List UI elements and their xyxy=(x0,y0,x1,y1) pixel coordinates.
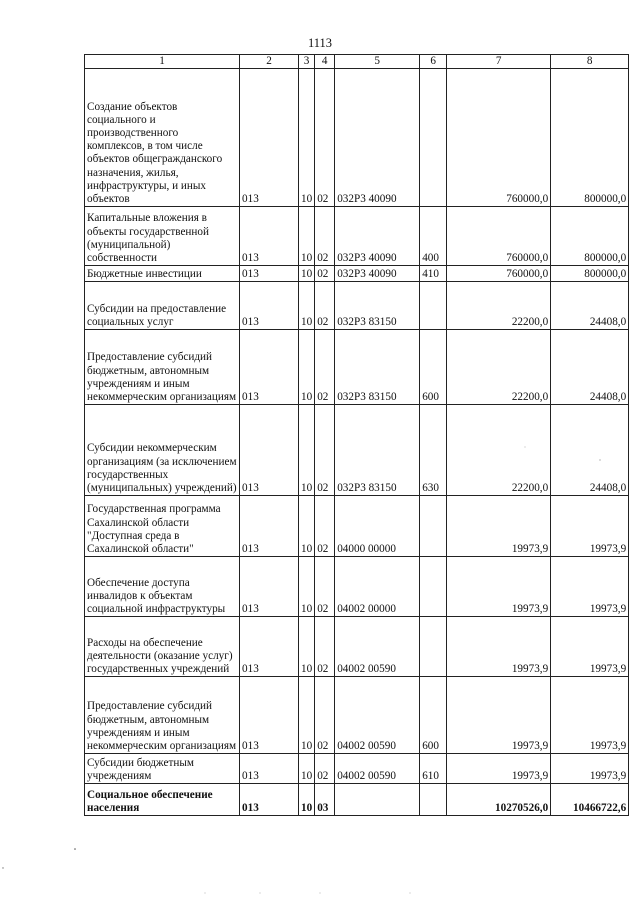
table-row xyxy=(85,266,629,282)
table-row xyxy=(85,754,629,784)
cell-amount-2: 10466722,6 xyxy=(551,784,629,816)
cell-section: 10 xyxy=(299,677,315,754)
row-name: Социальное обеспечение населения xyxy=(85,784,240,816)
cell-target-code: 032Р3 83150 xyxy=(335,282,420,330)
col-header: 8 xyxy=(551,55,629,69)
row-name: Предоставление субсидий бюджетным, автономным учреждениям и иным некоммерческим организациям xyxy=(85,677,240,754)
cell-amount-1: 19973,9 xyxy=(447,677,551,754)
table-row xyxy=(85,69,629,207)
cell-section: 10 xyxy=(299,405,315,496)
cell-subsection: 02 xyxy=(315,266,335,282)
cell-subsection: 02 xyxy=(315,557,335,617)
cell-amount-2: 19973,9 xyxy=(551,617,629,677)
cell-admin-code: 013 xyxy=(240,405,299,496)
row-name: Создание объектов социального и производственного комплексов, в том числе объектов общегражданского назначения, жилья, инфраструктуры, и иных объектов xyxy=(85,69,240,207)
cell-amount-1: 760000,0 xyxy=(447,69,551,207)
cell-amount-1: 22200,0 xyxy=(447,282,551,330)
cell-subsection: 02 xyxy=(315,69,335,207)
cell-target-code: 04002 00590 xyxy=(335,754,420,784)
cell-section: 10 xyxy=(299,282,315,330)
total-row xyxy=(85,784,629,816)
cell-section: 10 xyxy=(299,754,315,784)
row-name: Капитальные вложения в объекты государственной (муниципальной) собственности xyxy=(85,207,240,266)
cell-target-code: 032Р3 83150 xyxy=(335,405,420,496)
col-header: 1 xyxy=(85,55,240,69)
col-header: 3 xyxy=(299,55,315,69)
cell-amount-2: 800000,0 xyxy=(551,207,629,266)
cell-expense-type: 630 xyxy=(420,405,447,496)
cell-admin-code: 013 xyxy=(240,496,299,557)
cell-admin-code: 013 xyxy=(240,207,299,266)
cell-subsection: 02 xyxy=(315,207,335,266)
cell-section: 10 xyxy=(299,69,315,207)
cell-subsection: 02 xyxy=(315,496,335,557)
cell-target-code: 04000 00000 xyxy=(335,496,420,557)
cell-admin-code: 013 xyxy=(240,677,299,754)
col-header: 5 xyxy=(335,55,420,69)
table-row xyxy=(85,557,629,617)
cell-expense-type: 600 xyxy=(420,330,447,405)
cell-amount-2: 800000,0 xyxy=(551,266,629,282)
cell-subsection: 02 xyxy=(315,677,335,754)
cell-expense-type: 400 xyxy=(420,207,447,266)
row-name: Обеспечение доступа инвалидов к объектам социальной инфраструктуры xyxy=(85,557,240,617)
row-name: Расходы на обеспечение деятельности (оказание услуг) государственных учреждений xyxy=(85,617,240,677)
cell-target-code: 032Р3 40090 xyxy=(335,266,420,282)
cell-expense-type: 600 xyxy=(420,677,447,754)
cell-expense-type: 410 xyxy=(420,266,447,282)
cell-amount-2: 19973,9 xyxy=(551,677,629,754)
col-header: 6 xyxy=(420,55,447,69)
cell-amount-1: 760000,0 xyxy=(447,266,551,282)
cell-admin-code: 013 xyxy=(240,282,299,330)
cell-amount-1: 19973,9 xyxy=(447,754,551,784)
cell-amount-2: 800000,0 xyxy=(551,69,629,207)
cell-subsection: 02 xyxy=(315,405,335,496)
cell-section: 10 xyxy=(299,266,315,282)
cell-admin-code: 013 xyxy=(240,557,299,617)
cell-admin-code: 013 xyxy=(240,754,299,784)
row-name: Предоставление субсидий бюджетным, автономным учреждениям и иным некоммерческим организациям xyxy=(85,330,240,405)
cell-amount-1: 22200,0 xyxy=(447,405,551,496)
cell-target-code: 032Р3 40090 xyxy=(335,69,420,207)
col-header: 2 xyxy=(240,55,299,69)
table-row xyxy=(85,282,629,330)
cell-admin-code: 013 xyxy=(240,330,299,405)
cell-amount-2: 24408,0 xyxy=(551,405,629,496)
col-header: 7 xyxy=(447,55,551,69)
cell-target-code: 04002 00590 xyxy=(335,617,420,677)
table-row xyxy=(85,405,629,496)
cell-expense-type xyxy=(420,496,447,557)
cell-amount-1: 19973,9 xyxy=(447,496,551,557)
cell-expense-type: 610 xyxy=(420,754,447,784)
cell-amount-2: 19973,9 xyxy=(551,754,629,784)
page-number: 1113 xyxy=(307,36,333,50)
row-name: Субсидии бюджетным учреждениям xyxy=(85,754,240,784)
cell-section: 10 xyxy=(299,557,315,617)
cell-subsection: 02 xyxy=(315,754,335,784)
row-name: Субсидии некоммерческим организациям (за исключением государственных (муниципальных) учреждений) xyxy=(85,405,240,496)
cell-section: 10 xyxy=(299,330,315,405)
table-row xyxy=(85,617,629,677)
cell-subsection: 02 xyxy=(315,282,335,330)
cell-admin-code: 013 xyxy=(240,617,299,677)
cell-amount-1: 19973,9 xyxy=(447,557,551,617)
cell-amount-2: 19973,9 xyxy=(551,557,629,617)
cell-target-code xyxy=(335,784,420,816)
cell-amount-2: 24408,0 xyxy=(551,282,629,330)
cell-amount-2: 19973,9 xyxy=(551,496,629,557)
cell-target-code: 04002 00590 xyxy=(335,677,420,754)
cell-admin-code: 013 xyxy=(240,69,299,207)
row-name: Бюджетные инвестиции xyxy=(85,266,240,282)
cell-amount-1: 10270526,0 xyxy=(447,784,551,816)
table-row xyxy=(85,330,629,405)
cell-section: 10 xyxy=(299,207,315,266)
table-row xyxy=(85,677,629,754)
cell-subsection: 02 xyxy=(315,617,335,677)
budget-table xyxy=(84,54,629,816)
cell-subsection: 03 xyxy=(315,784,335,816)
cell-section: 10 xyxy=(299,617,315,677)
cell-amount-1: 760000,0 xyxy=(447,207,551,266)
table-row xyxy=(85,207,629,266)
cell-expense-type xyxy=(420,557,447,617)
cell-expense-type xyxy=(420,617,447,677)
row-name: Государственная программа Сахалинской области "Доступная среда в Сахалинской области" xyxy=(85,496,240,557)
cell-target-code: 04002 00000 xyxy=(335,557,420,617)
cell-expense-type xyxy=(420,282,447,330)
col-header: 4 xyxy=(315,55,335,69)
cell-subsection: 02 xyxy=(315,330,335,405)
cell-section: 10 xyxy=(299,784,315,816)
cell-target-code: 032Р3 83150 xyxy=(335,330,420,405)
cell-amount-2: 24408,0 xyxy=(551,330,629,405)
cell-amount-1: 22200,0 xyxy=(447,330,551,405)
cell-admin-code: 013 xyxy=(240,784,299,816)
cell-admin-code: 013 xyxy=(240,266,299,282)
row-name: Субсидии на предоставление социальных услуг xyxy=(85,282,240,330)
table-row xyxy=(85,496,629,557)
cell-section: 10 xyxy=(299,496,315,557)
header-row xyxy=(85,55,629,69)
cell-expense-type xyxy=(420,69,447,207)
cell-expense-type xyxy=(420,784,447,816)
cell-target-code: 032Р3 40090 xyxy=(335,207,420,266)
cell-amount-1: 19973,9 xyxy=(447,617,551,677)
